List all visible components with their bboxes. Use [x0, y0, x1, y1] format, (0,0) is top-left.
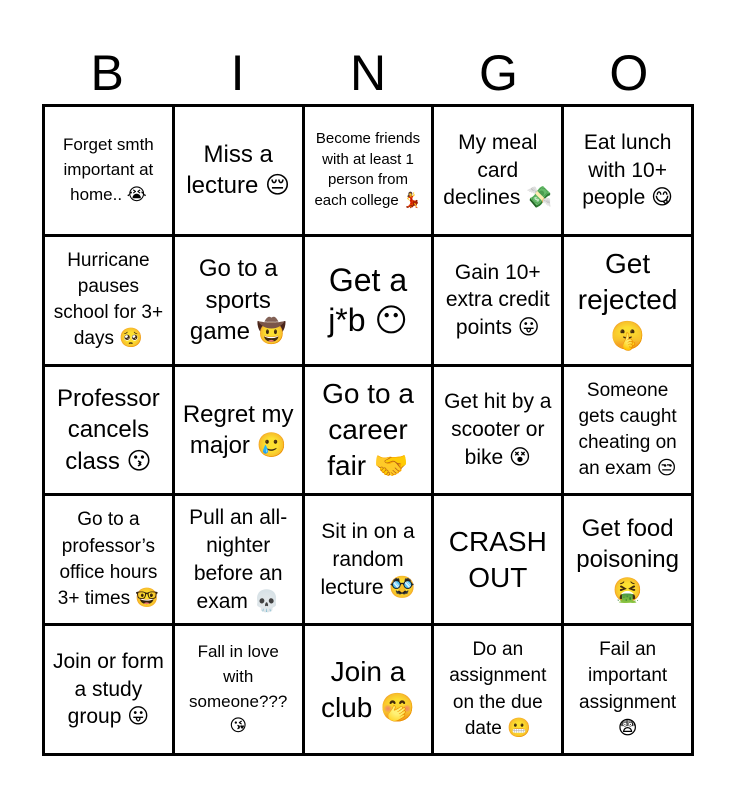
- cell-text: Get food poisoning 🤮: [576, 515, 679, 605]
- bingo-cell[interactable]: [564, 367, 691, 494]
- cell-text: Get rejected 🤫: [577, 248, 678, 352]
- cell-text: Become friends with at least 1 person from each college 💃: [314, 130, 422, 210]
- bingo-cell[interactable]: [45, 367, 172, 494]
- header-letter-b: B: [90, 45, 124, 101]
- cell-text: Hurricane pauses school for 3+ days 🥺: [53, 249, 164, 350]
- cell-text: Pull an all-nighter before an exam 💀: [189, 506, 288, 613]
- bingo-cell[interactable]: [45, 237, 172, 364]
- bingo-cell[interactable]: [175, 496, 302, 623]
- bingo-cell[interactable]: [305, 496, 432, 623]
- header-letter-o: O: [609, 45, 649, 101]
- bingo-cell[interactable]: [564, 496, 691, 623]
- bingo-cell[interactable]: [45, 496, 172, 623]
- cell-text: Go to a professor’s office hours 3+ times 🤓: [57, 509, 160, 609]
- bingo-cell[interactable]: [175, 367, 302, 494]
- cell-text: Get a j*b 😶: [328, 262, 408, 339]
- bingo-board: [42, 104, 694, 756]
- cell-text: Professor cancels class 😗: [57, 385, 160, 475]
- cell-text: My meal card declines 💸: [443, 130, 553, 210]
- cell-text: Join or form a study group 😛: [52, 650, 164, 729]
- bingo-cell[interactable]: [175, 237, 302, 364]
- bingo-cell[interactable]: [434, 496, 561, 623]
- cell-text: Fall in love with someone??? 😘: [189, 642, 288, 736]
- cell-text: Do an assignment on the due date 😬: [449, 639, 547, 739]
- bingo-cell[interactable]: [434, 237, 561, 364]
- header-letter-g: G: [478, 45, 518, 101]
- cell-text: Eat lunch with 10+ people 😋: [582, 130, 673, 210]
- bingo-cell[interactable]: [434, 367, 561, 494]
- bingo-cell[interactable]: [434, 626, 561, 753]
- bingo-cell[interactable]: [305, 237, 432, 364]
- bingo-cell[interactable]: [564, 626, 691, 753]
- bingo-cell[interactable]: [175, 107, 302, 234]
- bingo-header: [42, 42, 694, 104]
- bingo-cell[interactable]: [45, 107, 172, 234]
- bingo-cell[interactable]: [564, 237, 691, 364]
- header-letter-n: N: [349, 45, 387, 101]
- cell-text: Get hit by a scooter or bike 😵: [444, 390, 552, 469]
- cell-text: Fail an important assignment 😨: [579, 639, 677, 739]
- cell-text: Miss a lecture 😔: [186, 141, 291, 200]
- bingo-cell[interactable]: [305, 626, 432, 753]
- cell-text: Sit in on a random lecture 🥸: [320, 520, 416, 599]
- bingo-cell[interactable]: [175, 626, 302, 753]
- cell-text: Regret my major 🥲: [182, 400, 294, 459]
- cell-text: Someone gets caught cheating on an exam 😒: [578, 379, 677, 480]
- cell-text: CRASH OUT: [448, 525, 547, 593]
- cell-text: Join a club 🤭: [320, 655, 415, 723]
- cell-text: Forget smth important at home.. 😭: [63, 135, 154, 204]
- bingo-cell[interactable]: [45, 626, 172, 753]
- bingo-cell[interactable]: [564, 107, 691, 234]
- cell-text: Gain 10+ extra credit points 😛: [445, 260, 550, 340]
- cell-text: Go to a sports game 🤠: [189, 255, 287, 345]
- header-letter-i: I: [230, 45, 245, 101]
- bingo-cell[interactable]: [305, 367, 432, 494]
- cell-text: Go to a career fair 🤝: [322, 378, 414, 481]
- bingo-cell[interactable]: [434, 107, 561, 234]
- bingo-cell[interactable]: [305, 107, 432, 234]
